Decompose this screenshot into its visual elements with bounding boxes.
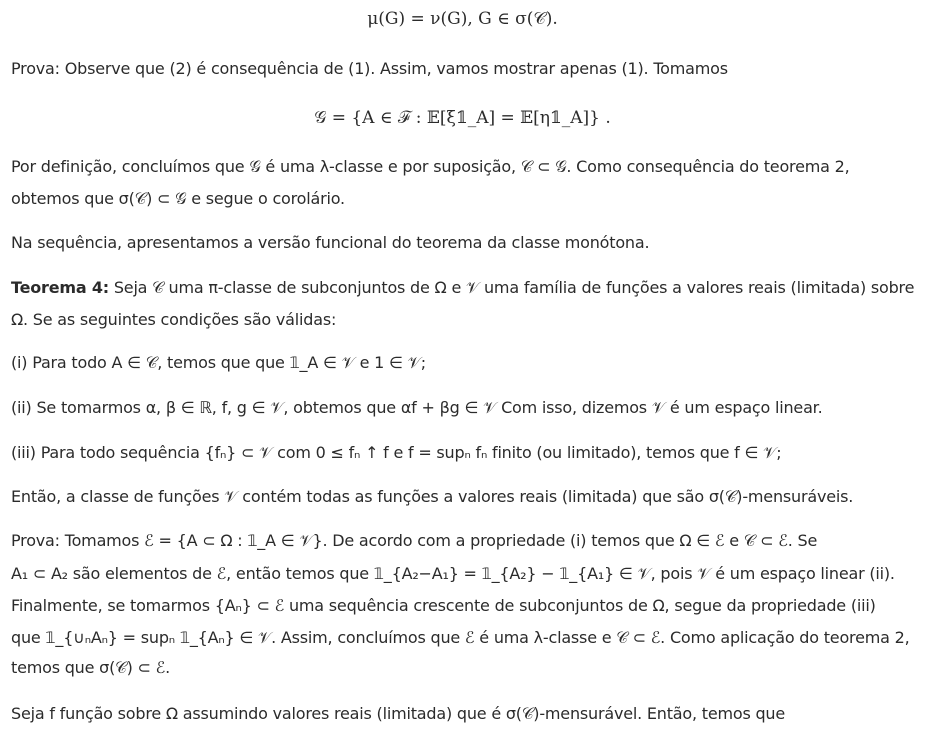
theorem-conclusion: Então, a classe de funções 𝒱 contém todas as funções a valores reais (limitada) que são σ(𝒞)-mensuráveis. (11, 487, 854, 506)
theorem-label: Teorema 4: (11, 278, 109, 297)
proof-line-2: obtemos que σ(𝒞) ⊂ 𝒢 e segue o corolário. (11, 189, 345, 208)
final-paragraph: Seja f função sobre Ω assumindo valores reais (limitada) que é σ(𝒞)-mensurável. Então, temos que (11, 704, 786, 723)
proof-2-line-5: temos que σ(𝒞) ⊂ ℰ. (11, 658, 170, 677)
intro-functional-version: Na sequência, apresentamos a versão funcional do teorema da classe monótona. (11, 233, 650, 252)
proof-line-1: Por definição, concluímos que 𝒢 é uma λ-classe e por suposição, 𝒞 ⊂ 𝒢. Como consequência do teorema 2, (11, 157, 850, 176)
condition-iii: (iii) Para todo sequência {fₙ} ⊂ 𝒱 com 0 ≤ fₙ ↑ f e f = supₙ fₙ finito (ou limitado), temos que f ∈ 𝒱; (11, 443, 782, 462)
condition-ii: (ii) Se tomarmos α, β ∈ ℝ, f, g ∈ 𝒱, obtemos que αf + βg ∈ 𝒱 Com isso, dizemos 𝒱 é um espaço linear. (11, 398, 823, 417)
condition-i: (i) Para todo A ∈ 𝒞, temos que que 𝟙_A ∈ 𝒱 e 1 ∈ 𝒱; (11, 353, 426, 372)
equation-mu-nu: μ(G) = ν(G), G ∈ σ(𝒞). (367, 9, 558, 29)
proof-2-line-2: A₁ ⊂ A₂ são elementos de ℰ, então temos que 𝟙_{A₂−A₁} = 𝟙_{A₂} − 𝟙_{A₁} ∈ 𝒱, pois 𝒱 é um espaço linear (ii). (11, 564, 895, 583)
proof-intro: Prova: Observe que (2) é consequência de (1). Assim, vamos mostrar apenas (1). Tomamos (11, 59, 728, 78)
proof-2-line-3: Finalmente, se tomarmos {Aₙ} ⊂ ℰ uma sequência crescente de subconjuntos de Ω, segue da propriedade (iii) (11, 596, 876, 615)
theorem-4-line-2: Ω. Se as seguintes condições são válidas: (11, 310, 337, 329)
proof-2-line-4: que 𝟙_{∪ₙAₙ} = supₙ 𝟙_{Aₙ} ∈ 𝒱. Assim, concluímos que ℰ é uma λ-classe e 𝒞 ⊂ ℰ. Como aplicação do teorema 2, (11, 628, 910, 647)
equation-g-class: 𝒢 = {A ∈ ℱ : 𝔼[ξ𝟙_A] = 𝔼[η𝟙_A]} . (314, 108, 611, 128)
proof-2-line-1: Prova: Tomamos ℰ = {A ⊂ Ω : 𝟙_A ∈ 𝒱}. De acordo com a propriedade (i) temos que Ω ∈ ℰ e 𝒞 ⊂ ℰ. Se (11, 531, 818, 550)
theorem-statement: Seja 𝒞 uma π-classe de subconjuntos de Ω e 𝒱 uma família de funções a valores reais (limitada) sobre (108, 278, 915, 297)
theorem-4-line-1 (11, 278, 914, 298)
